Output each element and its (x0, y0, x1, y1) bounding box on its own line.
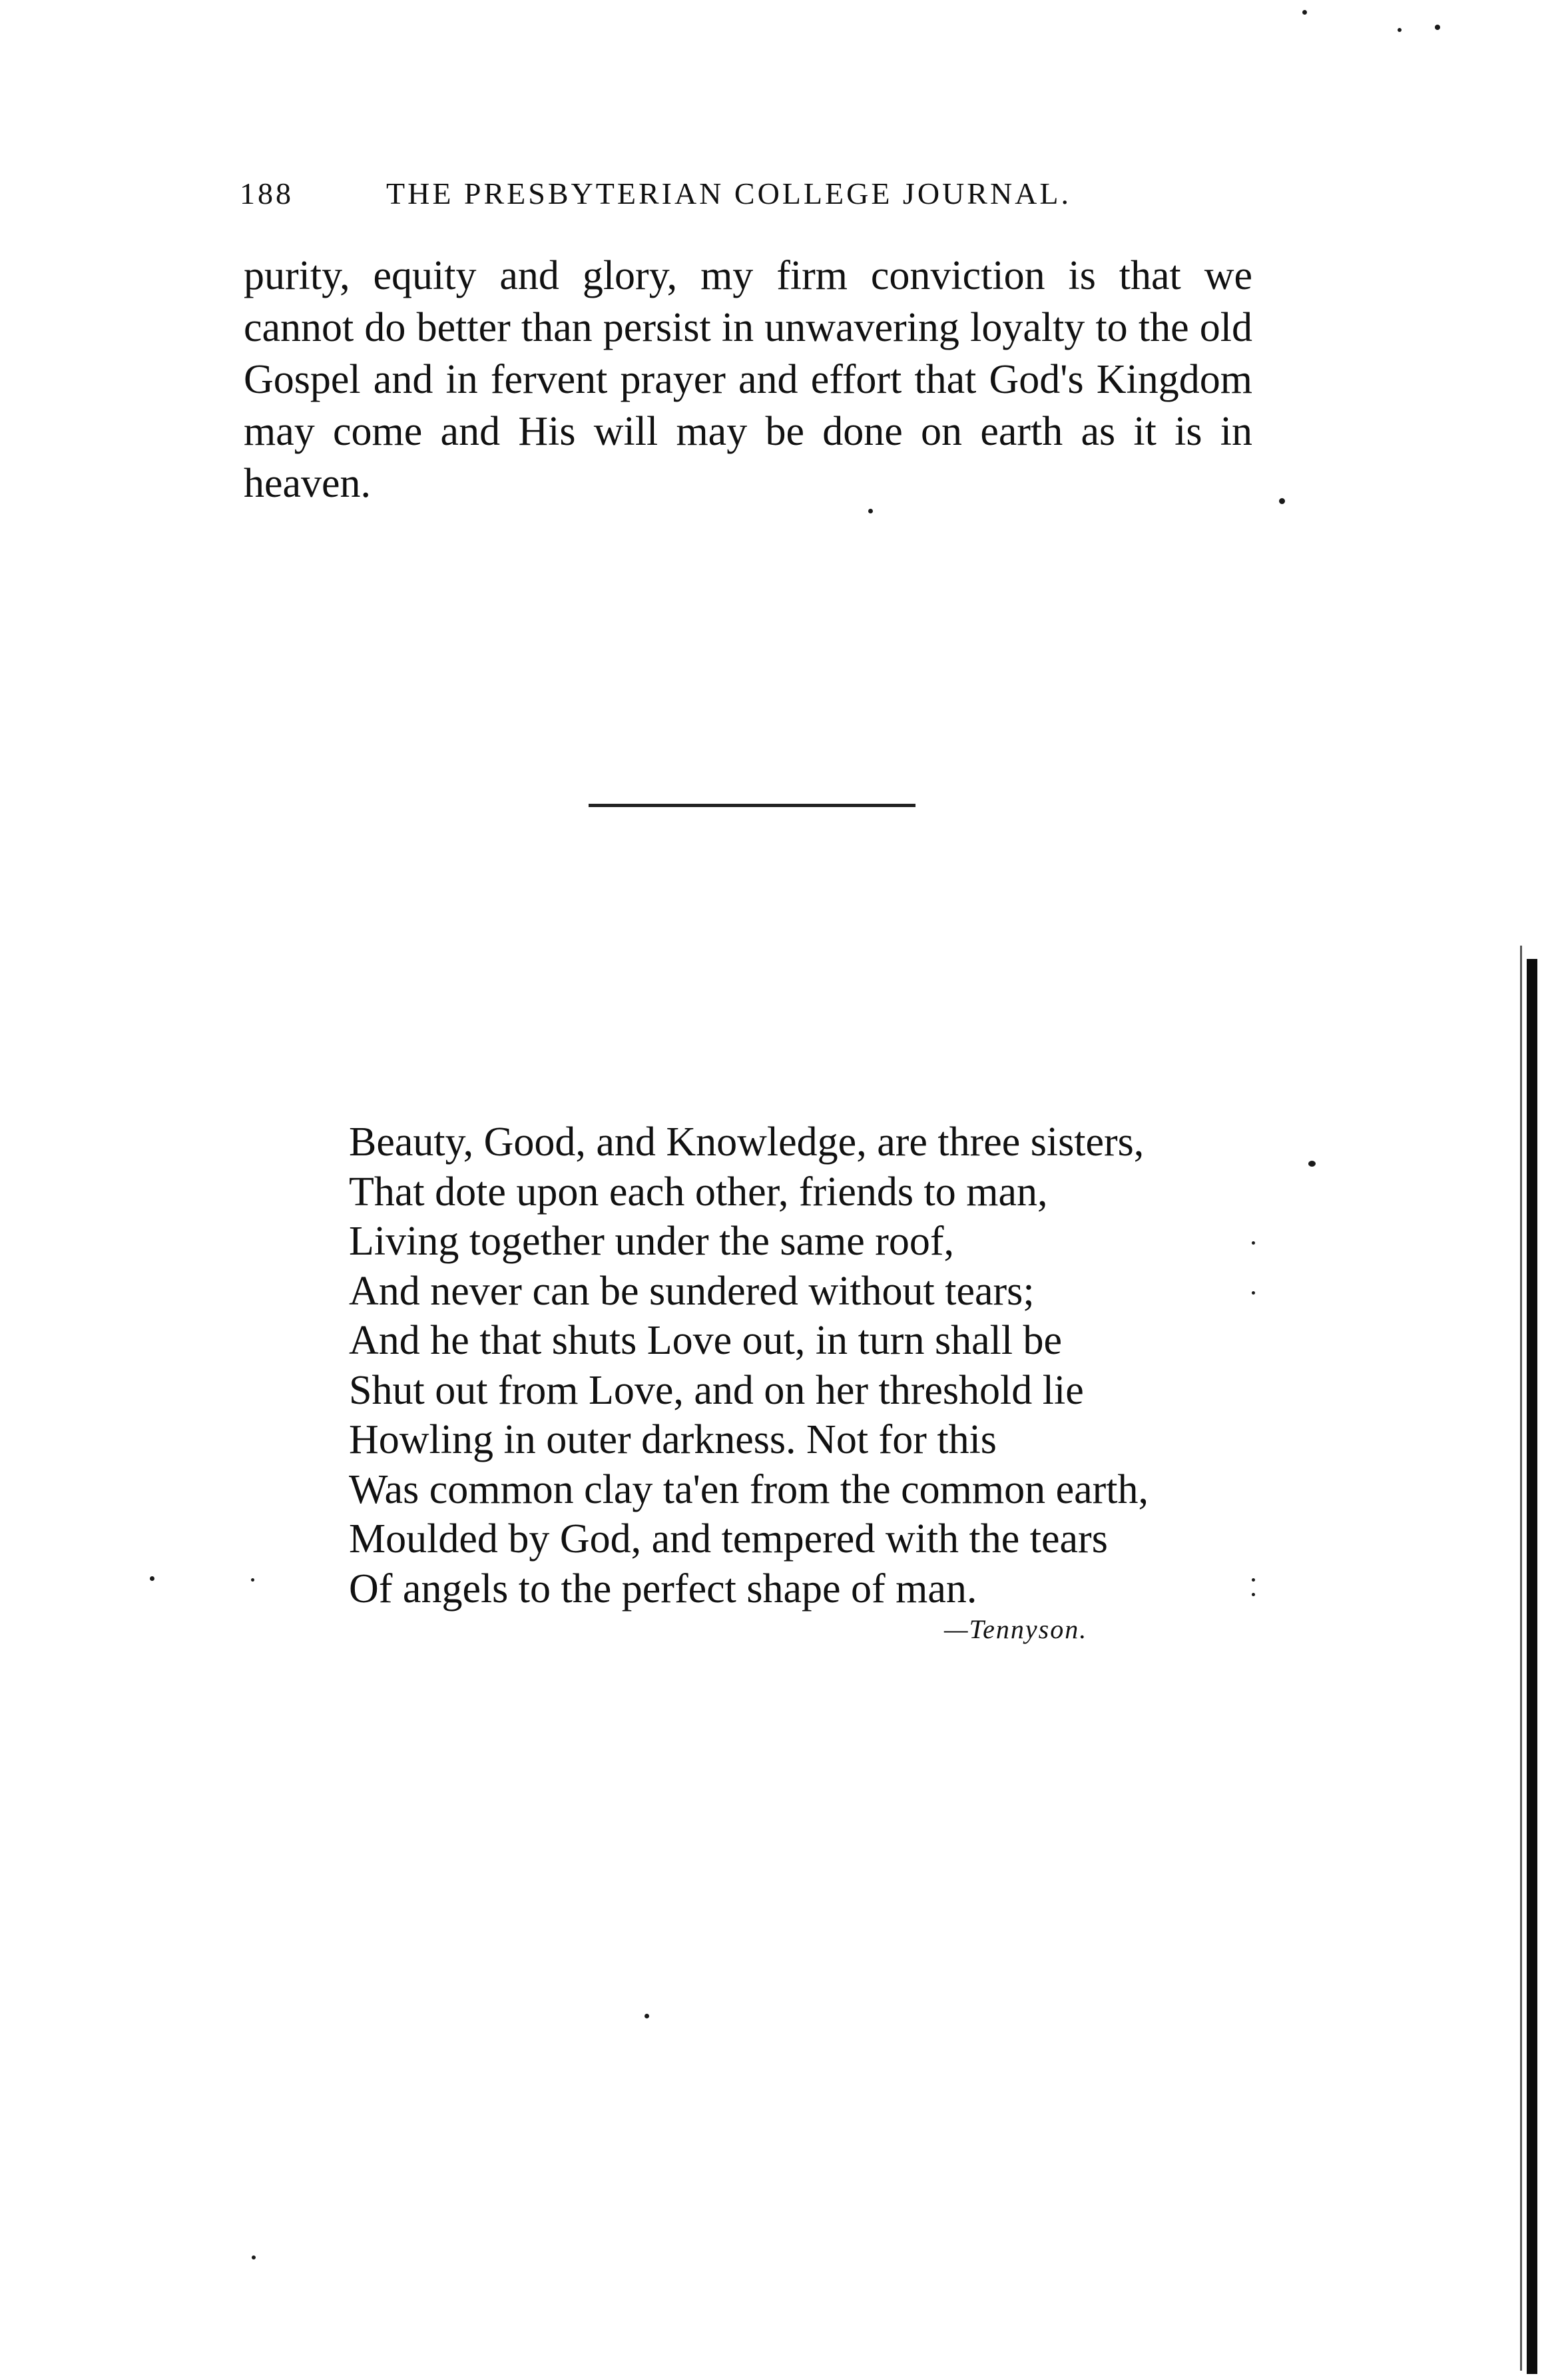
scan-speck (1308, 1161, 1316, 1167)
poem-line: Of angels to the perfect shape of man. (349, 1566, 977, 1612)
scan-speck (1252, 1593, 1255, 1596)
scan-speck (868, 509, 873, 513)
poem-line: Living together under the same roof, (349, 1219, 955, 1264)
poem-line: Beauty, Good, and Knowledge, are three sisters, (349, 1119, 1145, 1165)
scan-speck (150, 1576, 154, 1581)
scan-speck (645, 2014, 649, 2018)
scan-speck (252, 2255, 256, 2259)
scan-speck (1435, 25, 1440, 30)
prose-paragraph: purity, equity and glory, my firm conviction is that we cannot do better than persist in unwavering loyalty to the old Gospel and in fervent prayer and effort that God's Kingdom may come and His will may be done on earth as it is in heaven. (244, 253, 1252, 506)
running-head (240, 176, 1119, 211)
poem-attribution: —Tennyson. (944, 1614, 1088, 1644)
poem-line: Moulded by God, and tempered with the tears (349, 1516, 1108, 1562)
scan-speck (1279, 498, 1285, 504)
poem-line: And he that shuts Love out, in turn shall be (349, 1318, 1063, 1363)
journal-title: THE PRESBYTERIAN COLLEGE JOURNAL. (386, 176, 1071, 210)
poem-line: Was common clay ta'en from the common earth, (349, 1466, 1149, 1512)
scan-speck (1252, 1578, 1255, 1582)
scan-speck (251, 1578, 254, 1582)
binding-edge (1527, 959, 1537, 2374)
scan-speck (1398, 28, 1402, 32)
poem-line: Howling in outer darkness. Not for this (349, 1417, 997, 1462)
poem-line: That dote upon each other, friends to man, (349, 1169, 1048, 1215)
poem-line: Shut out from Love, and on her threshold lie (349, 1367, 1084, 1413)
scan-speck (1302, 10, 1307, 15)
separator-rule (589, 804, 915, 807)
scan-speck (1252, 1291, 1255, 1295)
poem-line: And never can be sundered without tears; (349, 1268, 1035, 1314)
poem (349, 1117, 1214, 1614)
page-number: 188 (240, 176, 294, 210)
binding-shadow (1520, 946, 1522, 2371)
scan-speck (1252, 1241, 1255, 1245)
